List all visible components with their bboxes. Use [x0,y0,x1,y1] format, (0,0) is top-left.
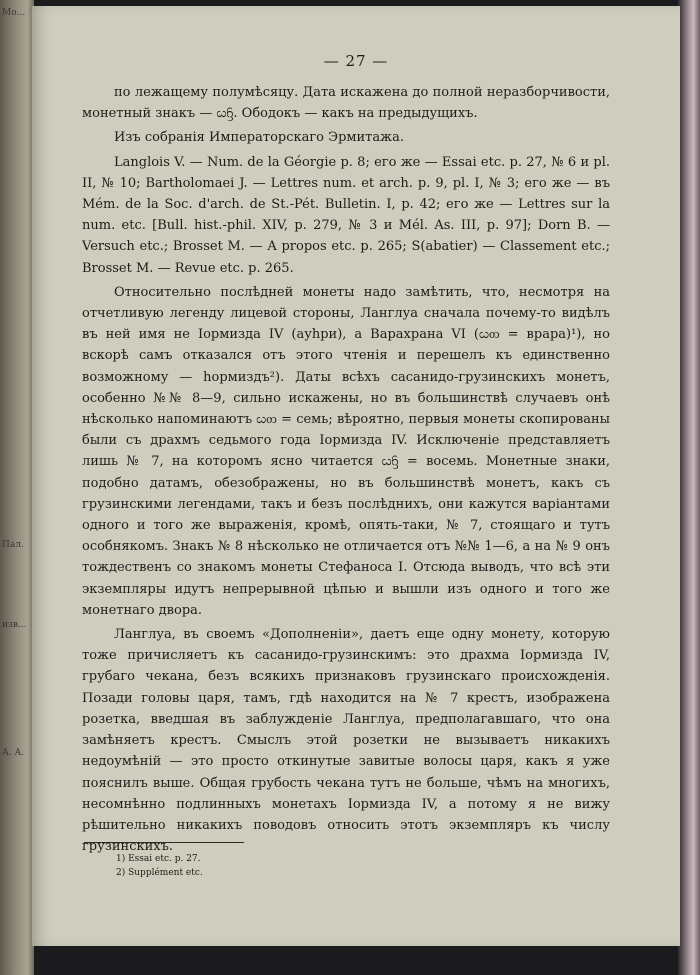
book-page [32,6,680,946]
adjacent-page-edge [0,0,34,975]
footnote: 1) Essai etc. p. 27. [116,854,201,864]
paragraph: по лежащему полумѣсяцу. Дата искажена до полной неразборчивости, монетный знакъ — ᦍᦌ. Ободокъ — какъ на предыдущихъ. [82,85,610,122]
adjacent-page-fragment: А. А. [2,748,25,758]
paragraph-collection-note: Изъ собранія Императорскаго Эрмитажа. [114,130,404,146]
paragraph: Относительно послѣдней монеты надо замѣтить, что, несмотря на отчетливую легенду лицевой стороны, Ланглуа сначала почему-то видѣлъ въ ней имя не Іормизда IV (ауһри), а Варахрана VI (ᦍᦎ = врара)¹), но вскорѣ самъ отказался отъ этого чтенія и перешелъ къ единственно возможному — һормиздъ²). Даты всѣхъ сасанидо-грузинскихъ монетъ, особенно №№ 8—9, сильно искажены, но въ большинствѣ случаевъ онѣ нѣсколько напоминаютъ ᦍᦎ = семь; вѣроятно, первыя монеты скопированы были съ драхмъ седьмого года Іормизда IV. Исключеніе представляетъ лишь № 7, на которомъ ясно читается ᦍᦌ = восемь. Монетные знаки, подобно датамъ, обезображены, но въ большинствѣ монетъ, какъ съ грузинскими легендами, такъ и безъ послѣднихъ, они кажутся варіантами одного и того же выраженія, кромѣ, опять-таки, № 7, стоящаго и тутъ особнякомъ. Знакъ № 8 нѣсколько не отличается отъ №№ 1—6, а на № 9 онъ тождественъ со знакомъ монеты Стефаноса I. Отсюда выводъ, что всѣ эти экземпляры идутъ непрерывной цѣпью и вышли изъ одного и того же монетнаго двора. [82,284,610,618]
paragraph: Ланглуа, въ своемъ «Дополненіи», даетъ еще одну монету, которую тоже причисляетъ къ сасанидо-грузинскимъ: это драхма Іормизда IV, грубаго чекана, безъ всякихъ признаковъ грузинскаго происхожденія. Позади головы царя, тамъ, гдѣ находится на № 7 крестъ, изображена розетка, введшая въ заблужденіе Ланглуа, предполагавшаго, что она замѣняетъ крестъ. Смыслъ этой розетки не вызываетъ никакихъ недоумѣній — это просто откинутые завитые волосы царя, какъ я уже пояснилъ выше. Общая грубость чекана тутъ не больше, чѣмъ на многихъ, несомнѣнно подлинныхъ монетахъ Іормизда IV, а потому я не вижу рѣшительно никакихъ поводовъ относить этотъ экземпляръ къ числу грузинскихъ. [82,627,610,855]
footnotes [116,852,203,880]
adjacent-page-fragment: изв... [2,620,27,630]
footnote-divider [84,842,244,843]
adjacent-page-fragment: Мо... [2,8,26,18]
binding-edge [678,0,700,975]
paragraph-bibliography: Langlois V. — Num. de la Géorgie p. 8; его же — Essai etc. p. 27, № 6 и pl. II, № 10; Bartholomaei J. — Lettres num. et arch. p. 9, pl. I, № 3; его же — въ Mém. de la Soc. d'arch. de St.-Pét. Bulletin. I, p. 42; его же — Lettres sur la num. etc. [Bull. hist.-phil. XIV, p. 279, № 3 и Mél. As. III, p. 97]; Dorn B. — Versuch etc.; Brosset M. — A propos etc. p. 265; S(abatier) — Classement etc.; Brosset M. — Revue etc. p. 265. [82,154,610,276]
adjacent-page-fragment: Пал. [2,540,24,550]
page-body [82,82,610,857]
page-number: — 27 — [323,52,389,70]
footnote: 2) Supplément etc. [116,868,203,878]
